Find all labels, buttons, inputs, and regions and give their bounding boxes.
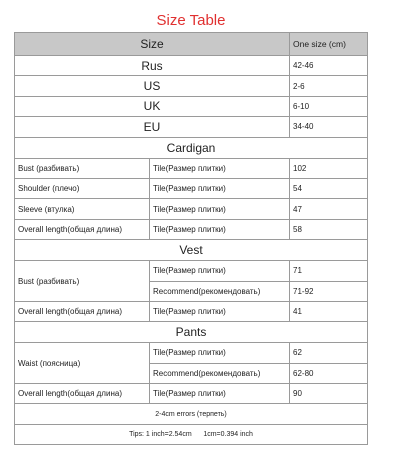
- measure-value: 71-92: [290, 281, 368, 301]
- table-row: [15, 158, 368, 178]
- measure-value: 102: [290, 158, 368, 178]
- measure-value: 62: [290, 343, 368, 363]
- size-value: 2-6: [290, 76, 368, 96]
- measure-value: 58: [290, 219, 368, 239]
- size-label: Rus: [15, 56, 290, 76]
- table-row: [15, 178, 368, 198]
- measure-method: Tile(Размер плитки): [150, 158, 290, 178]
- measure-name: Shoulder (плечо): [15, 178, 150, 198]
- size-row-rus: [15, 56, 368, 76]
- measure-name: Overall length(общая длина): [15, 301, 150, 321]
- size-table: [14, 8, 368, 445]
- measure-method: Tile(Размер плитки): [150, 384, 290, 404]
- errors-note: 2-4cm errors (терпеть): [15, 404, 368, 424]
- measure-name: Bust (разбивать): [15, 158, 150, 178]
- measure-name: Overall length(общая длина): [15, 219, 150, 239]
- size-value: 34-40: [290, 117, 368, 137]
- measure-method: Tile(Размер плитки): [150, 219, 290, 239]
- size-value: 42-46: [290, 56, 368, 76]
- section-title-vest: Vest: [15, 240, 368, 261]
- measure-method: Tile(Размер плитки): [150, 178, 290, 198]
- measure-method: Tile(Размер плитки): [150, 301, 290, 321]
- table-row: [15, 343, 368, 363]
- measure-method: Tile(Размер плитки): [150, 199, 290, 219]
- measure-value: 71: [290, 261, 368, 281]
- table-title: Size Table: [15, 8, 368, 33]
- size-label: UK: [15, 96, 290, 116]
- measure-name: Waist (поясница): [15, 343, 150, 384]
- measure-value: 54: [290, 178, 368, 198]
- measure-name: Overall length(общая длина): [15, 384, 150, 404]
- measure-value: 41: [290, 301, 368, 321]
- measure-name: Sleeve (втулка): [15, 199, 150, 219]
- size-row-eu: [15, 117, 368, 137]
- measure-method: Recommend(рекомендовать): [150, 281, 290, 301]
- size-row-us: [15, 76, 368, 96]
- size-header-row: [15, 33, 368, 56]
- section-title-cardigan: Cardigan: [15, 137, 368, 158]
- section-title-pants: Pants: [15, 322, 368, 343]
- table-row: [15, 384, 368, 404]
- size-row-uk: [15, 96, 368, 116]
- size-value: 6-10: [290, 96, 368, 116]
- table-row: [15, 261, 368, 281]
- size-table-container: [14, 8, 367, 445]
- measure-method: Tile(Размер плитки): [150, 261, 290, 281]
- tips-note: Tips: 1 inch=2.54cm 1cm=0.394 inch: [15, 424, 368, 444]
- one-size-header: One size (cm): [290, 33, 368, 56]
- measure-value: 62-80: [290, 363, 368, 383]
- measure-method: Tile(Размер плитки): [150, 343, 290, 363]
- table-row: [15, 219, 368, 239]
- table-row: [15, 199, 368, 219]
- size-label: EU: [15, 117, 290, 137]
- measure-name: Bust (разбивать): [15, 261, 150, 302]
- measure-method: Recommend(рекомендовать): [150, 363, 290, 383]
- measure-value: 47: [290, 199, 368, 219]
- table-row: [15, 301, 368, 321]
- measure-value: 90: [290, 384, 368, 404]
- size-header-label: Size: [15, 33, 290, 56]
- size-label: US: [15, 76, 290, 96]
